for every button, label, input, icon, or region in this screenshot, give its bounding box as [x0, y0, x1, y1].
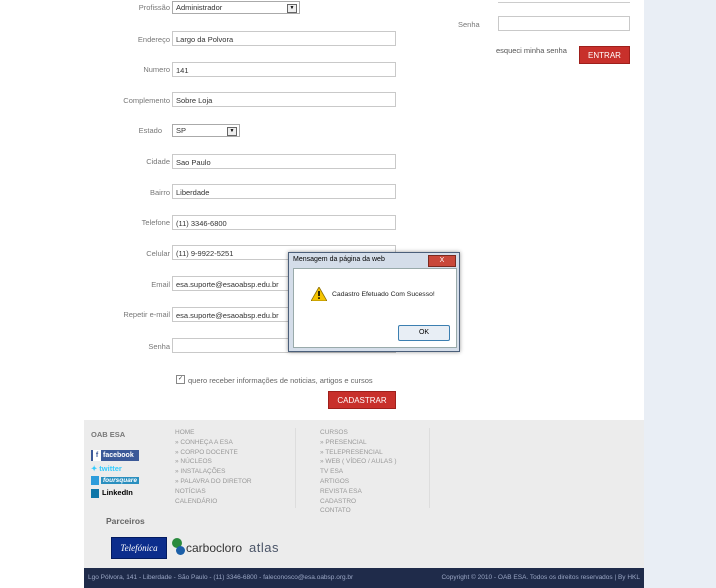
page-margin-right	[644, 0, 716, 588]
footer-divider	[429, 428, 430, 508]
footer-column-institucional	[175, 428, 252, 506]
repetir-email-label: Repetir e-mail	[123, 310, 170, 319]
linkedin-label: LinkedIn	[102, 488, 133, 497]
footer-link[interactable]: CADASTRO	[320, 497, 357, 505]
foursquare-icon	[91, 476, 99, 485]
facebook-icon: f	[93, 450, 101, 461]
bairro-input[interactable]: Liberdade	[172, 184, 396, 199]
estado-value: SP	[176, 126, 187, 135]
endereco-input[interactable]: Largo da Polvora	[172, 31, 396, 46]
footer-address: Lgo Pólvora, 141 - Liberdade - São Paulo - (11) 3346-6800 - faleconosco@esa.oabsp.org.br	[88, 574, 354, 581]
estado-label: Estado	[138, 126, 162, 135]
page-margin-left	[0, 0, 84, 588]
partners-title: Parceiros	[106, 516, 145, 526]
footer-column-cursos	[320, 428, 397, 516]
chevron-down-icon: ▼	[227, 127, 237, 136]
partner-telefonica-logo[interactable]: Telefónica	[111, 537, 167, 559]
partner-atlas-logo[interactable]: atlas	[249, 540, 279, 555]
footer-link[interactable]: » CONHEÇA A ESA	[175, 438, 233, 446]
profissao-select[interactable]	[172, 1, 300, 14]
dialog-message: Cadastro Efetuado Com Sucesso!	[332, 291, 435, 298]
dialog-body	[293, 268, 457, 348]
login-enter-button[interactable]: ENTRAR	[579, 46, 630, 64]
footer-link[interactable]: HOME	[175, 429, 195, 436]
login-senha-input[interactable]	[498, 16, 630, 31]
footer-link[interactable]: » TELEPRESENCIAL	[320, 448, 383, 456]
chevron-down-icon: ▼	[287, 4, 297, 13]
login-senha-label: Senha	[458, 20, 480, 29]
email-label: Email	[151, 280, 170, 289]
numero-input[interactable]: 141	[172, 62, 396, 77]
footer-link[interactable]: CURSOS	[320, 429, 348, 436]
twitter-icon: ✦	[91, 464, 98, 473]
foursquare-label: foursquare	[103, 477, 137, 484]
partner-carbocloro-logo[interactable]	[172, 537, 242, 559]
footer-link[interactable]: CALENDÁRIO	[175, 497, 218, 505]
telefone-label: Telefone	[141, 218, 170, 227]
email-input[interactable]: esa.suporte@esaoabsp.edu.br	[172, 276, 396, 291]
linkedin-link[interactable]	[91, 487, 139, 498]
footer-copyright: Copyright © 2010 - OAB ESA. Todos os direitos reservados | By HKL	[441, 574, 640, 581]
footer-link[interactable]: ARTIGOS	[320, 477, 350, 485]
newsletter-checkbox[interactable]: ✓	[177, 376, 184, 382]
alert-dialog	[288, 252, 460, 352]
twitter-label: twitter	[99, 464, 122, 473]
complemento-label: Complemento	[123, 96, 170, 105]
footer-link[interactable]: REVISTA ESA	[320, 487, 362, 495]
footer-link[interactable]: NOTÍCIAS	[175, 487, 206, 495]
repetir-email-input[interactable]: esa.suporte@esaoabsp.edu.br	[172, 307, 396, 322]
linkedin-icon	[91, 489, 99, 498]
facebook-label: facebook	[103, 452, 134, 459]
dialog-ok-button[interactable]: OK	[398, 325, 450, 341]
celular-input[interactable]: (11) 9-9922-5251	[172, 245, 396, 260]
dialog-title: Mensagem da página da web	[293, 256, 385, 263]
footer-link[interactable]: » INSTALAÇÕES	[175, 468, 226, 476]
footer-brand: OAB ESA	[91, 430, 126, 439]
bairro-label: Bairro	[149, 188, 170, 197]
footer-link[interactable]: » CORPO DOCENTE	[175, 448, 238, 456]
footer-link[interactable]: » WEB ( VÍDEO / AULAS )	[320, 458, 397, 466]
footer-divider	[295, 428, 296, 508]
carbocloro-icon-part	[176, 546, 185, 555]
footer-link[interactable]: » NÚCLEOS	[175, 458, 212, 466]
dialog-close-button[interactable]: X	[428, 255, 456, 267]
senha-label: Senha	[148, 342, 170, 351]
warning-icon	[311, 287, 327, 301]
cadastrar-button[interactable]: CADASTRAR	[328, 391, 396, 409]
footer-bottom-bar	[84, 568, 644, 588]
numero-label: Numero	[143, 65, 170, 74]
footer-link[interactable]: » PRESENCIAL	[320, 438, 367, 446]
profissao-value: Administrador	[176, 3, 223, 12]
estado-select[interactable]	[172, 124, 240, 137]
celular-label: Celular	[146, 249, 170, 258]
newsletter-label: quero receber informações de noticias, artigos e cursos	[188, 376, 373, 385]
footer-link[interactable]: » PALAVRA DO DIRETOR	[175, 477, 252, 485]
facebook-link[interactable]	[91, 450, 139, 461]
forgot-password-link[interactable]: esqueci minha senha	[496, 46, 567, 55]
cidade-input[interactable]: Sao Paulo	[172, 154, 396, 169]
complemento-input[interactable]: Sobre Loja	[172, 92, 396, 107]
profissao-label: Profissão	[138, 3, 170, 12]
twitter-link[interactable]	[91, 463, 139, 474]
foursquare-link[interactable]	[91, 475, 139, 486]
telefone-input[interactable]: (11) 3346-6800	[172, 215, 396, 230]
cidade-label: Cidade	[146, 157, 170, 166]
registration-form-area	[84, 0, 644, 420]
footer-link[interactable]: CONTATO	[320, 507, 351, 515]
carbocloro-label: carbocloro	[186, 541, 243, 555]
endereco-label: Endereço	[137, 35, 170, 44]
footer-link[interactable]: TV ESA	[320, 468, 344, 476]
footer	[84, 420, 644, 568]
login-box-top-edge	[498, 0, 630, 3]
